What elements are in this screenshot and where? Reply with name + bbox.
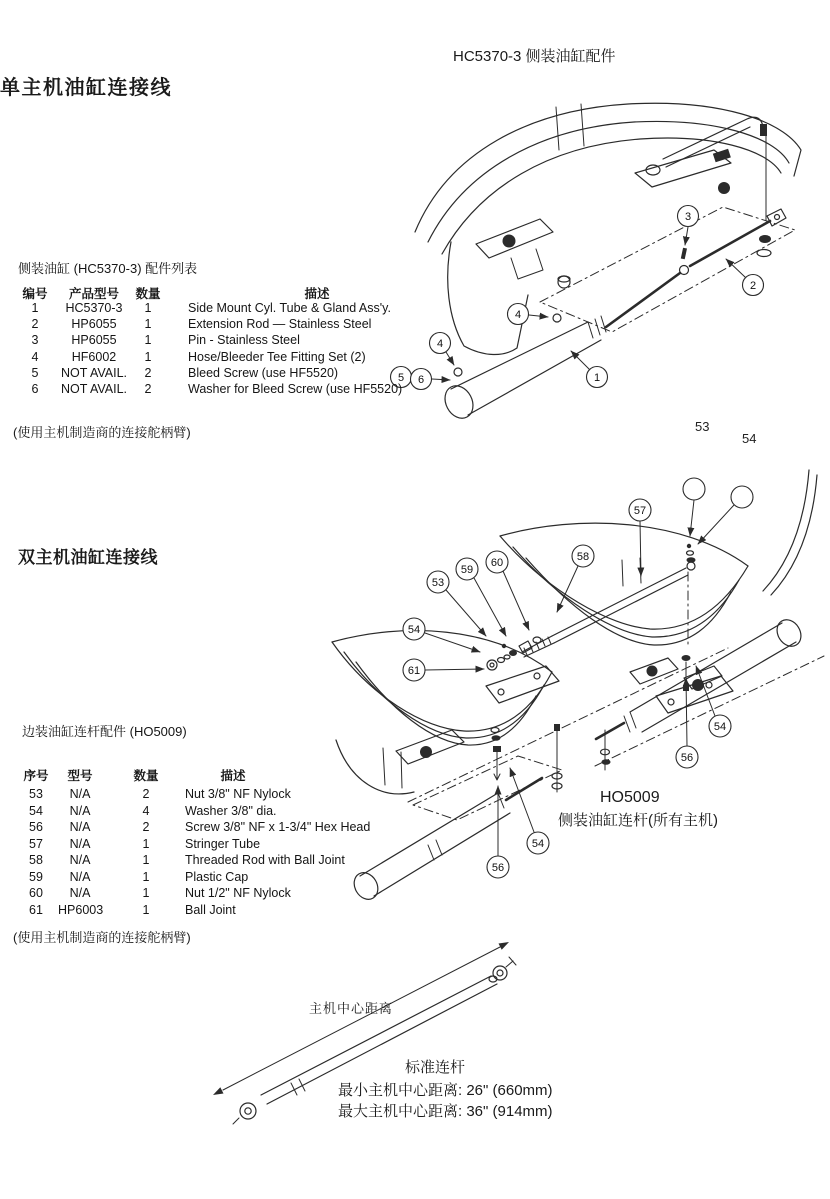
table-title: 边装油缸连杆配件 (HO5009) [22,724,187,739]
mount-plate-dashed-outline [540,207,795,332]
table-row: 61 HP6003 1 Ball Joint [29,903,236,917]
callout-label: 3 [684,211,692,223]
callout-56-right [676,678,698,768]
callout-unlabeled-a [683,478,705,536]
callout-label: 2 [749,280,757,292]
col-header-description: 描述 [220,769,246,783]
callout-58 [557,545,594,612]
steering-cylinder-artwork [440,209,786,423]
callout-label: 59 [460,564,474,576]
col-header-description: 描述 [304,287,330,301]
table1-note: (使用主机制造商的连接舵柄臂) [13,425,191,440]
tie-bar-kit-label: HO5009 [600,789,660,806]
table-row: 1 HC5370-3 1 Side Mount Cyl. Tube & Gland Ass'y. [31,301,391,315]
callout-label: 6 [417,374,425,386]
callout-label: 54 [713,721,727,733]
callout-label: 58 [576,551,590,563]
loose-label-53: 53 [695,419,710,434]
callout-label: 1 [593,372,601,384]
table-header-row [16,766,476,782]
center-distance-label: 主机中心距离 [309,1001,394,1016]
col-header-number: 编号 [22,287,48,301]
callout-label: 60 [490,557,504,569]
col-header-part-number: 型号 [67,769,93,783]
callout-2 [726,259,764,296]
col-header-qty: 数量 [133,769,159,783]
parts-table-single-cylinder [16,258,476,400]
section2-heading: 双主机油缸连接线 [18,548,158,567]
table-row: 60 N/A 1 Nut 1/2" NF Nylock [29,886,291,900]
tie-bar-kit-sublabel: 侧装油缸连杆(所有主机) [558,812,718,829]
col-header-qty: 数量 [135,287,161,301]
table-row: 6 NOT AVAIL. 2 Washer for Bleed Screw (use HF5520) [31,382,403,396]
callout-1 [571,351,608,388]
callout-4-upper [508,304,549,325]
callout-label: 56 [491,862,505,874]
callout-label: 53 [431,577,445,589]
table-row: 3 HP6055 1 Pin - Stainless Steel [31,333,300,347]
table-row: 54 N/A 4 Washer 3/8" dia. [29,804,277,818]
right-engine-cowl-artwork [500,470,817,713]
callout-53 [427,571,486,636]
table-row: 56 N/A 2 Screw 3/8" NF x 1-3/4" Hex Head [29,820,371,834]
callout-60 [486,551,529,630]
table-row: 58 N/A 1 Threaded Rod with Ball Joint [29,853,345,867]
table2-note: (使用主机制造商的连接舵柄臂) [13,930,191,945]
callout-label: 57 [633,505,647,517]
callout-54-bottom [510,768,549,854]
section1-heading: 单主机油缸连接线 [0,77,172,99]
right-cylinder-artwork [596,615,806,739]
table-row: 4 HF6002 1 Hose/Bleeder Tee Fitting Set (2) [31,350,366,364]
parts-table-tie-bar [16,721,476,921]
col-header-part-number: 产品型号 [68,287,119,301]
table-row: 2 HP6055 1 Extension Rod — Stainless Steel [31,317,372,331]
callout-label: 4 [514,309,522,321]
min-center-distance: 最小主机中心距离: 26" (660mm) [338,1082,553,1099]
table-row: 57 N/A 1 Stringer Tube [29,837,261,851]
standard-rod-caption-title: 标准连杆 [405,1059,466,1076]
table-header-row [16,284,476,300]
callout-label: 5 [397,372,405,384]
loose-label-54: 54 [742,431,757,446]
callout-label: 56 [680,752,694,764]
callout-label: 61 [407,665,421,677]
table-row: 53 N/A 2 Nut 3/8" NF Nylock [29,787,291,801]
callout-unlabeled-b [698,486,753,544]
col-header-number: 序号 [23,769,49,783]
callout-3 [678,206,699,246]
table-row: 59 N/A 1 Plastic Cap [29,870,249,884]
table-row: 5 NOT AVAIL. 2 Bleed Screw (use HF5520) [31,366,339,380]
max-center-distance: 最大主机中心距离: 36" (914mm) [338,1103,553,1120]
callout-label: 54 [531,838,545,850]
callout-label: 54 [407,624,421,636]
page-title: HC5370-3 侧装油缸配件 [453,48,616,65]
callout-61 [403,659,484,681]
table-title: 侧装油缸 (HC5370-3) 配件列表 [18,261,198,276]
callout-label: 4 [436,338,444,350]
